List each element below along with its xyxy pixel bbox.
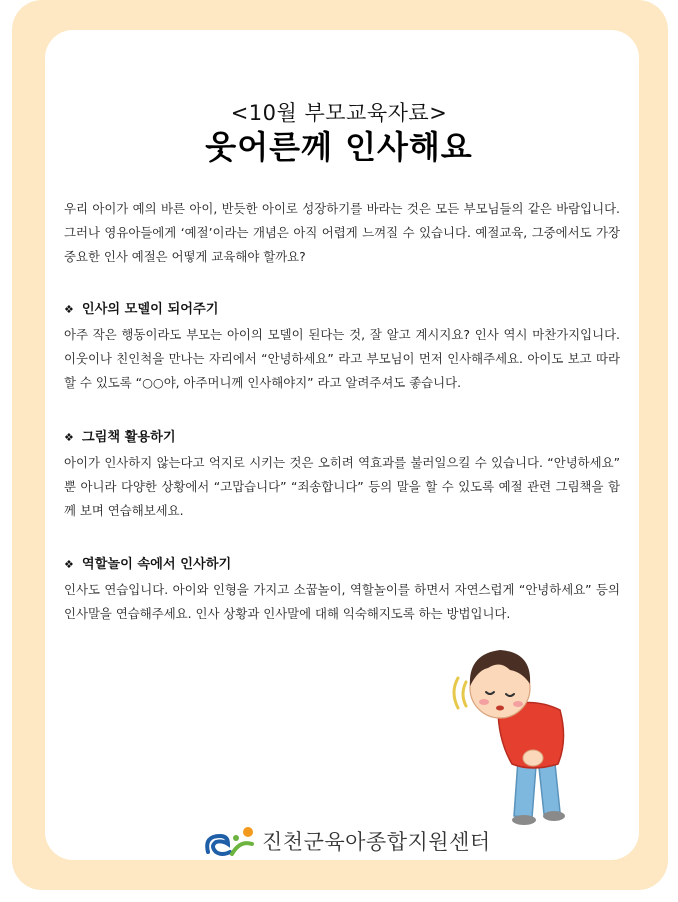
section-body-3: 인사도 연습입니다. 아이와 인형을 가지고 소꿉놀이, 역할놀이를 하면서 자연스럽게 “안녕하세요” 등의 인사말을 연습해주세요. 인사 상황과 인사말에 대해 익숙해지도록 하는 방법입니다. (64, 582, 620, 622)
section-heading-text: 그림책 활용하기 (81, 430, 176, 445)
document-subtitle: <10월 부모교육자료> (230, 101, 448, 125)
document-title: 웃어른께 인사해요 (205, 128, 473, 166)
section-heading-2 (64, 426, 176, 445)
intro-paragraph: 우리 아이가 예의 바른 아이, 반듯한 아이로 성장하기를 바라는 것은 모든 부모님들의 같은 바람입니다. 그러나 영유아들에게 ‘예절’이라는 개념은 아직 어렵게 느껴질 수 있습니다. 예절교육, 그중에서도 가장 중요한 인사 예절은 어떻게 교육해야 할까요? (64, 201, 620, 265)
section-heading-text: 인사의 모델이 되어주기 (81, 302, 219, 317)
diamond-bullet-icon: ❖ (64, 431, 74, 444)
diamond-bullet-icon: ❖ (64, 303, 74, 316)
section-heading-1 (64, 298, 218, 317)
section-body-2: 아이가 인사하지 않는다고 억지로 시키는 것은 오히려 역효과를 불러일으킬 수 있습니다. “안녕하세요” 뿐 아니라 다양한 상황에서 “고맙습니다” “죄송합니다” 등의 말을 할 수 있도록 예절 관련 그림책을 함께 보며 연습해보세요. (64, 455, 620, 519)
section-heading-3 (64, 553, 231, 572)
section-heading-text: 역할놀이 속에서 인사하기 (81, 557, 232, 572)
diamond-bullet-icon: ❖ (64, 558, 74, 571)
section-body-1: 아주 작은 행동이라도 부모는 아이의 모델이 된다는 것, 잘 알고 계시지요? 인사 역시 마찬가지입니다. 이웃이나 친인척을 만나는 자리에서 “안녕하세요” 라고 부모님이 먼저 인사해주세요. 아이도 보고 따라할 수 있도록 “○○야, 아주머니께 인사해야지” 라고 알려주셔도 좋습니다. (64, 327, 620, 391)
organization-name: 진천군육아종합지원센터 (262, 830, 491, 854)
bowing-boy-illustration (440, 630, 590, 830)
